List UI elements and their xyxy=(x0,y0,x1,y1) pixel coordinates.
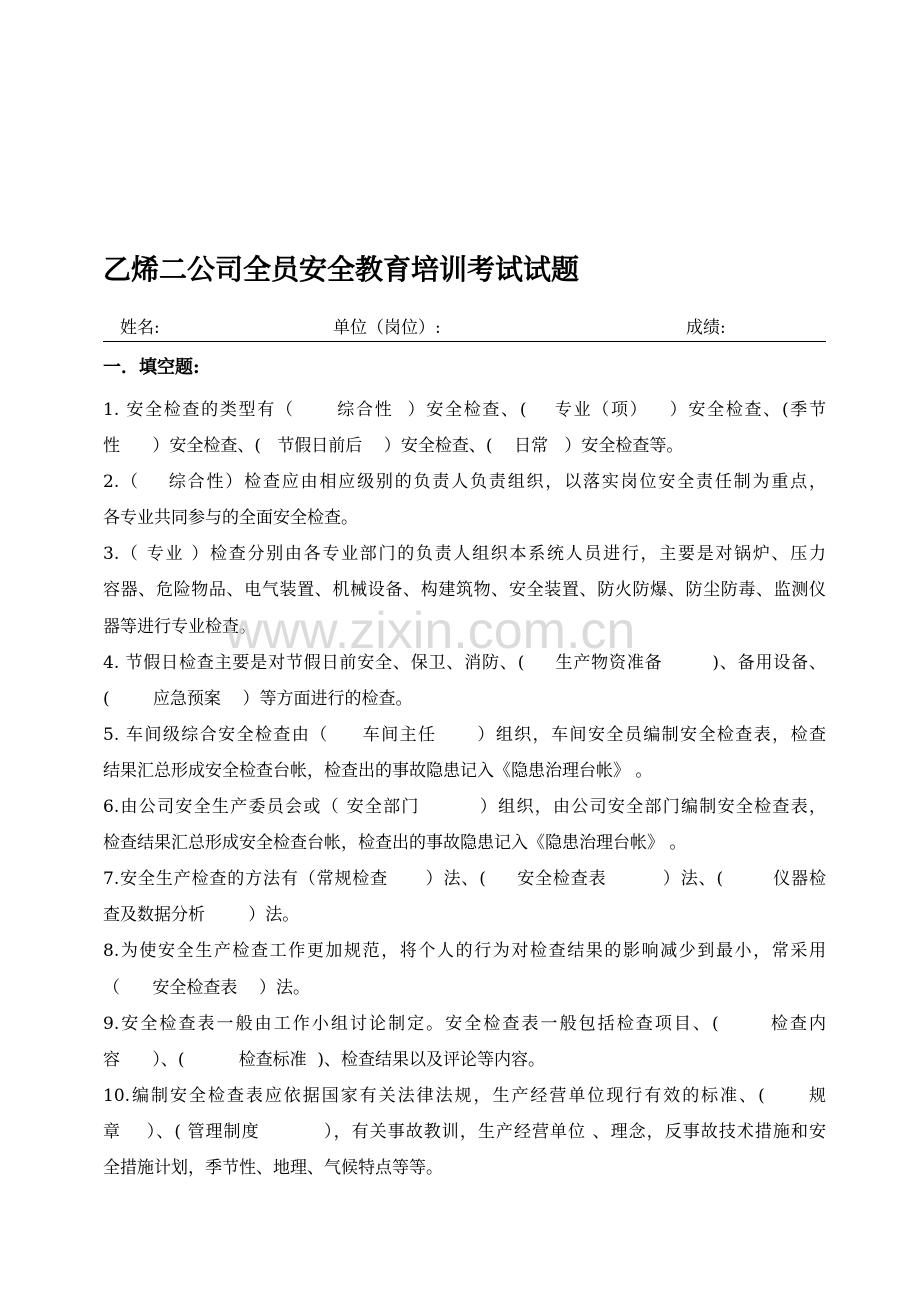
question-2-line-1: 2.（ 综合性）检查应由相应级别的负责人负责组织，以落实岗位安全责任制为重点， xyxy=(103,472,826,493)
question-6-line-2: 检查结果汇总形成安全检查台帐，检查出的事故隐患记入《隐患治理台帐》 。 xyxy=(103,833,687,854)
question-8 xyxy=(103,933,826,1005)
question-3-line-1: 3.（ 专业 ）检查分别由各专业部门的负责人组织本系统人员进行，主要是对锅炉、压力 xyxy=(103,544,826,565)
question-4-line-1: 4. 节假日检查主要是对节假日前安全、保卫、消防、( 生产物资准备 )、备用设备、 xyxy=(103,652,826,673)
watermark-text: www.zixin.com.cn xyxy=(225,602,636,660)
question-5-line-2: 结果汇总形成安全检查台帐，检查出的事故隐患记入《隐患治理台帐》 。 xyxy=(103,760,653,781)
score-label: 成绩: xyxy=(686,318,726,338)
question-3-line-2: 容器、危险物品、电气装置、机械设备、构建筑物、安全装置、防火防爆、防尘防毒、监测仪 xyxy=(103,580,826,601)
question-10 xyxy=(103,1078,826,1186)
question-10-line-1: 10.编制安全检查表应依据国家有关法律法规，生产经营单位现行有效的标准、( 规 xyxy=(103,1085,826,1106)
question-4 xyxy=(103,645,826,717)
question-9 xyxy=(103,1006,826,1078)
question-7-line-2: 查及数据分析 ）法。 xyxy=(103,905,300,926)
question-2-line-2: 各专业共同参与的全面安全检查。 xyxy=(103,508,358,529)
question-1-line-2: 性 ）安全检查、( 节假日前后 ）安全检查、( 日常 ）安全检查等。 xyxy=(103,436,684,457)
question-3 xyxy=(103,536,826,644)
question-8-line-1: 8.为使安全生产检查工作更加规范，将个人的行为对检查结果的影响减少到最小，常采用 xyxy=(103,941,826,962)
question-9-line-1: 9.安全检查表一般由工作小组讨论制定。安全检查表一般包括检查项目、( 检查内 xyxy=(103,1013,826,1034)
question-7-line-1: 7.安全生产检查的方法有（常规检查 ）法、( 安全检查表 ）法、( 仪器检 xyxy=(103,869,826,890)
question-1 xyxy=(103,392,826,464)
unit-label: 单位（岗位）: xyxy=(333,318,441,338)
info-underline xyxy=(103,341,826,342)
question-7 xyxy=(103,861,826,933)
question-2 xyxy=(103,464,826,536)
question-5 xyxy=(103,717,826,789)
question-3-line-3: 器等进行专业检查。 xyxy=(103,616,256,637)
question-9-line-2: 容 ）、( 检查标准 )、检查结果以及评论等内容。 xyxy=(103,1049,546,1070)
question-5-line-1: 5. 车间级综合安全检查由（ 车间主任 ）组织，车间安全员编制安全检查表，检查 xyxy=(103,724,826,745)
document-title: 乙烯二公司全员安全教育培训考试试题 xyxy=(103,253,580,286)
question-1-line-1: 1. 安全检查的类型有（ 综合性 ）安全检查、( 专业（项） ）安全检查、(季节 xyxy=(103,400,826,420)
section-heading-fill-in-blank: 一．填空题: xyxy=(103,357,200,378)
question-10-line-3: 全措施计划，季节性、地理、气候特点等等。 xyxy=(103,1157,443,1178)
question-6 xyxy=(103,789,826,861)
question-6-line-1: 6.由公司安全生产委员会或（ 安全部门 ）组织，由公司安全部门编制安全检查表， xyxy=(103,797,826,818)
question-10-line-2: 章 ）、( 管理制度 ），有关事故教训，生产经营单位 、理念，反事故技术措施和安 xyxy=(103,1121,826,1142)
question-list xyxy=(103,392,826,1186)
question-4-line-2: ( 应急预案 ）等方面进行的检查。 xyxy=(103,688,413,709)
question-8-line-2: （ 安全检查表 ）法。 xyxy=(103,977,311,998)
name-label: 姓名: xyxy=(120,318,160,338)
